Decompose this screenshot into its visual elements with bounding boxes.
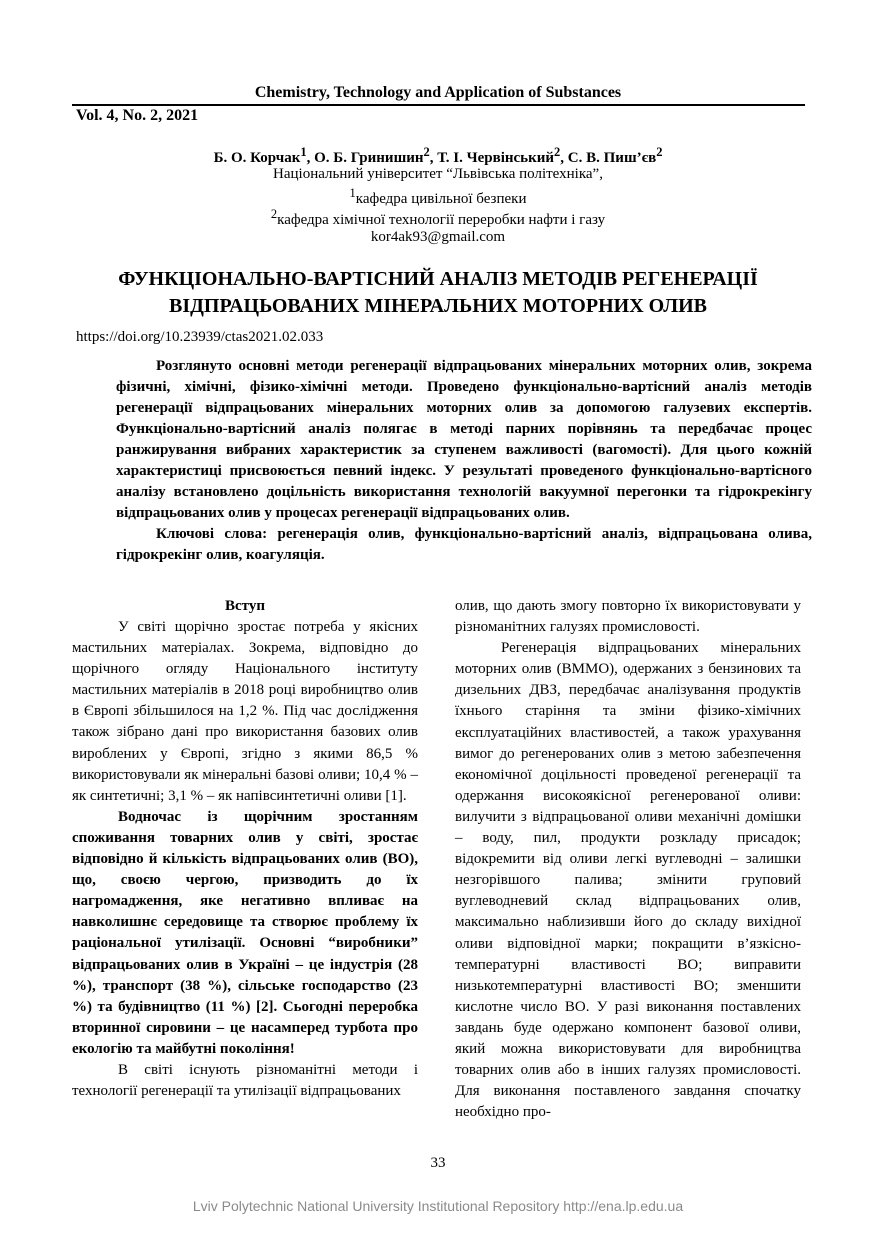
author-affiliation-mark: 2 bbox=[656, 145, 663, 159]
title-line-1: ФУНКЦІОНАЛЬНО-ВАРТІСНИЙ АНАЛІЗ МЕТОДІВ РЕГЕНЕРАЦІЇ bbox=[118, 268, 758, 290]
abstract-text: Розглянуто основні методи регенерації відпрацьованих мінеральних моторних олив, зокрема фізичні, хімічні, фізико-хімічні методи. Проведено функціонально-вартісний аналіз методів регенерації відпрацьованих мінеральних моторних олив за допомогою галузевих експертів. Функціонально-вартісний аналіз полягає в методі парних порівнянь та передбачає процес ранжирування вибраних характеристик за ступенем важливості (вагомості). Для цього кожній характеристиці присвоюється певний індекс. У результаті проведеного функціонально-вартісного аналізу встановлено доцільність використання технологій вакуумної перегонки та гідрокрекінгу відпрацьованих олив у процесах регенерації відпрацьованих олив. bbox=[116, 358, 812, 521]
university-name: Національний університет “Львівська політехніка”, bbox=[273, 166, 603, 182]
department-1 bbox=[0, 186, 876, 208]
department-2 bbox=[0, 207, 876, 229]
keywords: Ключові слова: регенерація олив, функціонально-вартісний аналіз, відпрацьована олива, гідрокрекінг олив, коагуляція. bbox=[116, 526, 812, 563]
author-affiliation-mark: 2 bbox=[554, 145, 561, 159]
section-heading: Вступ bbox=[225, 598, 265, 614]
author-list: Б. О. Корчак$^1$, О. Б. Гринишин$^2$, Т. І. Червінський$^2$, С. В. $Пиш’єв^2$ bbox=[213, 145, 663, 166]
repository-footer[interactable]: Lviv Polytechnic National University Institutional Repository http://ena.lp.edu.ua bbox=[192, 1198, 684, 1214]
author-name: Б. О. Корчак bbox=[213, 150, 301, 166]
left-column bbox=[72, 596, 418, 1102]
paragraph: В світі існують різноманітні методи і технології регенерації та утилізації відпрацьованих bbox=[72, 1061, 418, 1100]
abstract bbox=[116, 356, 812, 566]
author-affiliation-mark: 2 bbox=[423, 145, 430, 159]
paragraph-bold: Водночас із щорічним зростанням споживання товарних олив у світі, зростає відповідно й кількість відпрацьованих олив (ВО), що, своєю чергою, призводить до їх нагромадження, яке негативно впливає на навколишнє середовище та створює проблему їх раціональної утилізації. Основні “виробники” відпрацьованих олив в Україні – це індустрія (28 %), транспорт (38 %), сільське господарство (23 %) та будівництво (11 %) [2]. Сьогодні переробка вторинної сировини – це насамперед турбота про екологію та майбутні покоління! bbox=[72, 808, 418, 1057]
paragraph: Регенерація відпрацьованих мінеральних моторних олив (ВММО), одержаних з бензинових та дизельних ДВЗ, передбачає аналізування продуктів їхнього старіння та зміни фізико-хімічних експлуатаційних властивостей, а також урахування вимог до регенерованих олив з метою забезпечення економічної доцільності проведеної регенерації та одержання високоякісної регенерованої оливи: вилучити з відпрацьованої оливи механічні домішки – воду, пил, продукти розкладу присадок; відокремити від оливи легкі вуглеводні – залишки незгорівшого палива; змінити груповий вуглеводневий склад відпрацьованих олив, максимально наблизивши його до складу вихідної оливи відповідної марки; покращити в’язкісно-температурні властивості ВО; виправити низькотемпературні властивості ВО; зменшити кислотне число ВО. У разі виконання поставлених завдань буде одержано компонент базової оливи, який можна використовувати для виробництва товарних олив або в інших галузях промисловості. Для виконання поставленого завдання спочатку необхідно про- bbox=[455, 640, 801, 1121]
author-affiliation-mark: 1 bbox=[300, 145, 307, 159]
author-name: О. Б. Гринишин bbox=[314, 150, 424, 166]
department-1-label: кафедра цивільної безпеки bbox=[355, 191, 527, 207]
paragraph: У світі щорічно зростає потреба у якісних мастильних матеріалах. Зокрема, відповідно до щорічного огляду Національного інституту мастильних матеріалів в 2018 році виробництво олив в Європі збільшилося на 1,2 %. Під час дослідження також зібрано дані про використання базових олив вироблених у Європі, згідно з якими 86,5 % використовували як мінеральні базові оливи; 10,4 % – як синтетичні; 3,1 % – як напівсинтетичні оливи [1]. bbox=[72, 619, 418, 804]
page-number: 33 bbox=[430, 1155, 446, 1171]
title-line-2: ВІДПРАЦЬОВАНИХ МІНЕРАЛЬНИХ МОТОРНИХ ОЛИВ bbox=[169, 295, 707, 317]
header-divider bbox=[72, 104, 805, 106]
affiliation-mark: 1 bbox=[349, 186, 356, 200]
journal-title: Chemistry, Technology and Application of Substances bbox=[254, 84, 622, 101]
volume-info: Vol. 4, No. 2, 2021 bbox=[76, 107, 199, 124]
doi-link[interactable]: https://doi.org/10.23939/ctas2021.02.033 bbox=[76, 329, 324, 345]
author-email[interactable]: kor4ak93@gmail.com bbox=[370, 229, 506, 245]
author-name: Т. І. Червінський bbox=[437, 150, 555, 166]
right-column bbox=[455, 596, 801, 1123]
affiliation-mark: 2 bbox=[270, 207, 278, 221]
paragraph: олив, що дають змогу повторно їх використовувати у різноманітних галузях промисловості. bbox=[455, 598, 801, 636]
paper-title bbox=[60, 266, 816, 320]
department-2-label: кафедра хімічної технології переробки нафти і газу bbox=[277, 212, 606, 228]
author-name: С. В. Пиш’єв bbox=[567, 150, 657, 166]
